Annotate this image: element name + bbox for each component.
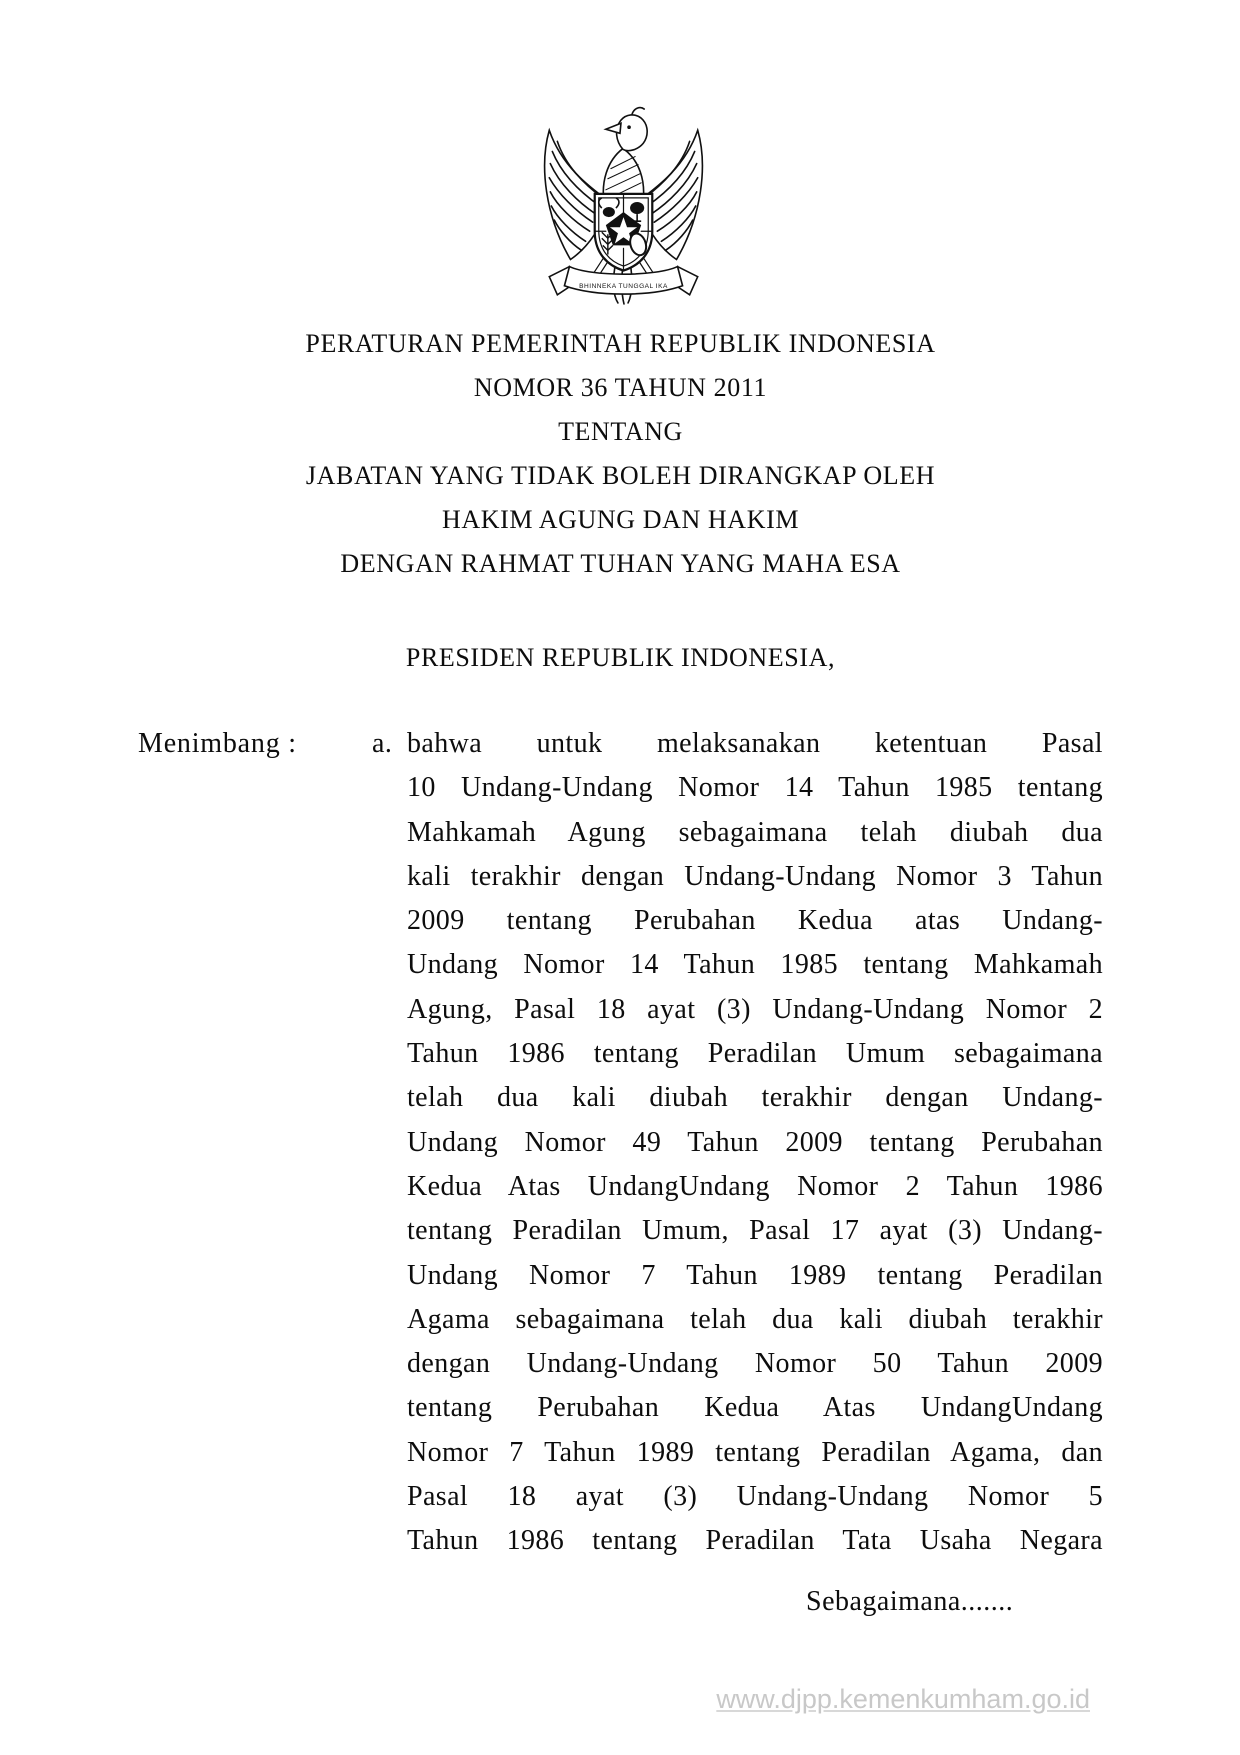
title-line: HAKIM AGUNG DAN HAKIM [441,505,800,534]
paragraph-line: tentang Perubahan Kedua Atas UndangUndang [407,1392,1103,1424]
considering-label: Menimbang : [138,728,297,759]
garuda-emblem-graphic [535,103,712,310]
paragraph-line: Undang Nomor 14 Tahun 1985 tentang Mahkamah [407,949,1103,981]
paragraph-line: Mahkamah Agung sebagaimana telah diubah dua [407,816,1103,848]
considering-item-marker: a. [372,728,393,759]
title-line: JABATAN YANG TIDAK BOLEH DIRANGKAP OLEH [305,461,936,490]
emblem-banner-text: BHINNEKA TUNGGAL IKA [579,282,668,290]
paragraph-line: telah dua kali diubah terakhir dengan Undang- [407,1082,1103,1114]
paragraph-line: Nomor 7 Tahun 1989 tentang Peradilan Agama, dan [407,1436,1103,1468]
title-line: TENTANG [558,417,683,446]
paragraph-line: Pasal 18 ayat (3) Undang-Undang Nomor 5 [407,1481,1103,1513]
paragraph-line: Agung, Pasal 18 ayat (3) Undang-Undang Nomor 2 [407,993,1103,1025]
considering-section [138,722,1103,1564]
considering-paragraph [407,722,1103,1564]
paragraph-line: 10 Undang-Undang Nomor 14 Tahun 1985 tentang [407,772,1103,804]
paragraph-line: Tahun 1986 tentang Peradilan Tata Usaha Negara [407,1525,1103,1557]
paragraph-line: Agama sebagaimana telah dua kali diubah terakhir [407,1303,1103,1335]
document-title-block [138,322,1103,586]
catchword: Sebagaimana....... [806,1586,1014,1617]
paragraph-line: Undang Nomor 7 Tahun 1989 tentang Peradilan [407,1259,1103,1291]
paragraph-line: dengan Undang-Undang Nomor 50 Tahun 2009 [407,1348,1103,1380]
paragraph-line: Undang Nomor 49 Tahun 2009 tentang Perubahan [407,1126,1103,1158]
title-line: NOMOR 36 TAHUN 2011 [473,373,768,402]
title-line: PERATURAN PEMERINTAH REPUBLIK INDONESIA [305,329,936,358]
paragraph-line: 2009 tentang Perubahan Kedua atas Undang- [407,905,1103,937]
garuda-pancasila-emblem [535,103,712,310]
paragraph-line: Tahun 1986 tentang Peradilan Umum sebagaimana [407,1038,1103,1070]
paragraph-line: Kedua Atas UndangUndang Nomor 2 Tahun 1986 [407,1170,1103,1202]
salutation-line: PRESIDEN REPUBLIK INDONESIA, [405,643,836,672]
watermark-url: www.djpp.kemenkumham.go.id [716,1684,1090,1714]
paragraph-line: kali terakhir dengan Undang-Undang Nomor 3 Tahun [407,860,1103,892]
paragraph-line: tentang Peradilan Umum, Pasal 17 ayat (3) Undang- [407,1215,1103,1247]
paragraph-line: bahwa untuk melaksanakan ketentuan Pasal [407,728,1103,759]
title-line: DENGAN RAHMAT TUHAN YANG MAHA ESA [340,549,901,578]
